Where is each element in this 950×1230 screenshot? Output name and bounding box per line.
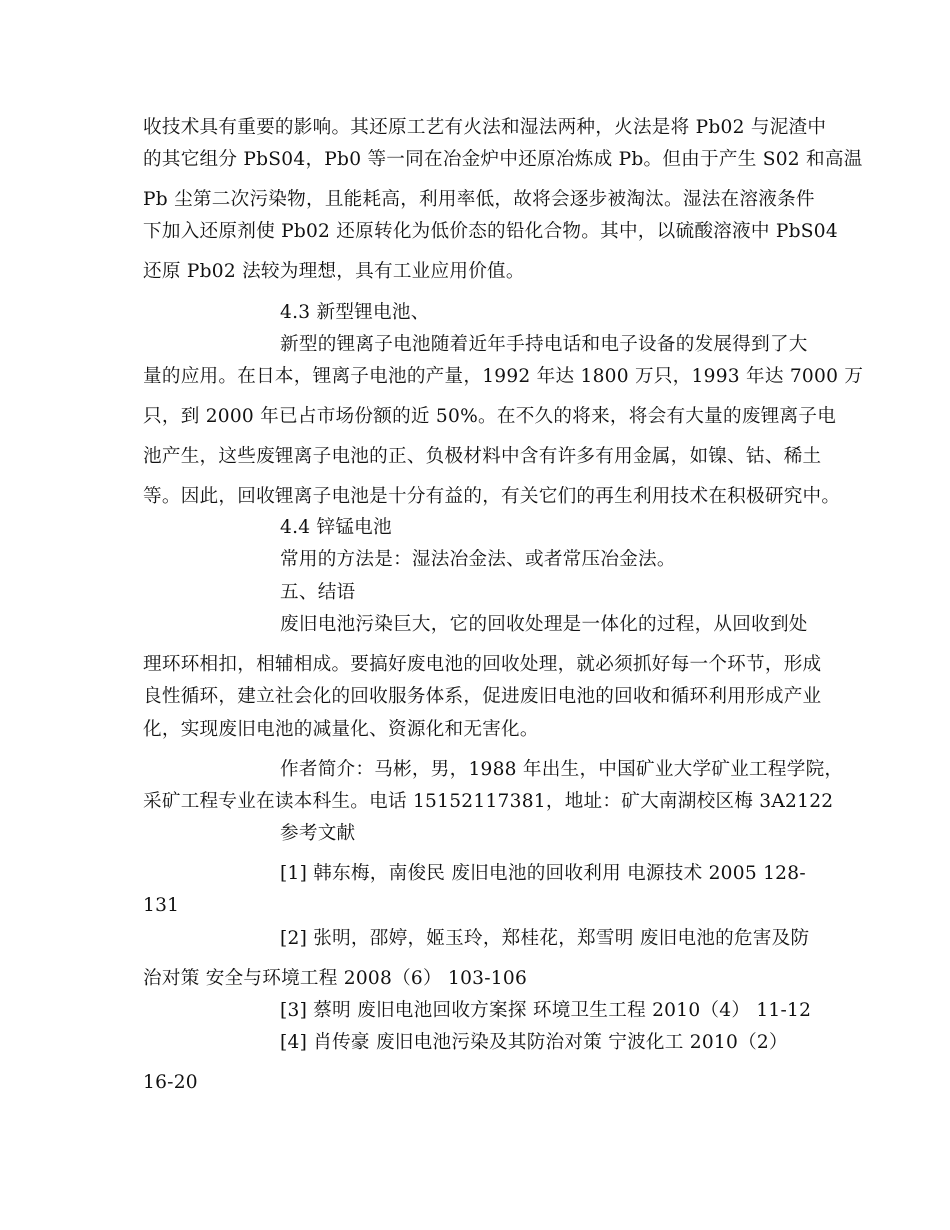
text-line: 理环环相扣，相辅相成。要搞好废电池的回收处理，就必须抓好每一个环节，形成: [143, 654, 822, 675]
text-line: 下加入还原剂使 Pb02 还原转化为低价态的铅化合物。其中，以硫酸溶液中 PbS04: [143, 221, 838, 242]
text-line: 只，到 2000 年已占市场份额的近 50%。在不久的将来，将会有大量的废锂离子电: [143, 406, 837, 427]
text-line: Pb 尘第二次污染物，且能耗高，利用率低，故将会逐步被淘汰。湿法在溶液条件: [143, 189, 815, 210]
section-heading: 4.4 锌锰电池: [280, 517, 392, 538]
text-line: 池产生，这些废锂离子电池的正、负极材料中含有许多有用金属，如镍、钴、稀土: [143, 446, 822, 467]
reference-item: 131: [143, 895, 180, 916]
section-heading: 五、结语: [280, 582, 356, 603]
author-bio-line: 采矿工程专业在读本科生。电话 15152117381，地址：矿大南湖校区梅 3A2122: [143, 791, 834, 812]
text-line: 化，实现废旧电池的减量化、资源化和无害化。: [143, 719, 539, 740]
text-line: 收技术具有重要的影响。其还原工艺有火法和湿法两种，火法是将 Pb02 与泥渣中: [143, 117, 827, 138]
reference-item: [4] 肖传豪 废旧电池污染及其防治对策 宁波化工 2010（2）: [280, 1032, 788, 1053]
author-bio-line: 作者简介：马彬，男，1988 年出生，中国矿业大学矿业工程学院，: [280, 759, 844, 780]
text-line: 常用的方法是：湿法冶金法、或者常压冶金法。: [280, 549, 676, 570]
text-line: 新型的锂离子电池随着近年手持电话和电子设备的发展得到了大: [280, 334, 808, 355]
reference-item: 治对策 安全与环境工程 2008（6） 103-106: [143, 968, 528, 989]
reference-item: [1] 韩东梅，南俊民 废旧电池的回收利用 电源技术 2005 128-: [280, 863, 806, 884]
reference-item: 16-20: [143, 1072, 198, 1093]
reference-item: [3] 蔡明 废旧电池回收方案探 环境卫生工程 2010（4） 11-12: [280, 1000, 812, 1021]
reference-item: [2] 张明，邵婷，姬玉玲，郑桂花，郑雪明 废旧电池的危害及防: [280, 928, 810, 949]
text-line: 还原 Pb02 法较为理想，具有工业应用价值。: [143, 261, 525, 282]
text-line: 良性循环，建立社会化的回收服务体系，促进废旧电池的回收和循环利用形成产业: [143, 686, 822, 707]
references-heading: 参考文献: [280, 823, 356, 844]
text-line: 等。因此，回收锂离子电池是十分有益的，有关它们的再生利用技术在积极研究中。: [143, 486, 841, 507]
section-heading: 4.3 新型锂电池、: [280, 302, 430, 323]
text-line: 量的应用。在日本，锂离子电池的产量，1992 年达 1800 万只，1993 年达 7000 万: [143, 366, 864, 387]
text-line: 废旧电池污染巨大，它的回收处理是一体化的过程，从回收到处: [280, 614, 808, 635]
text-line: 的其它组分 PbS04，Pb0 等一同在冶金炉中还原冶炼成 Pb。但由于产生 S02 和高温: [143, 149, 863, 170]
